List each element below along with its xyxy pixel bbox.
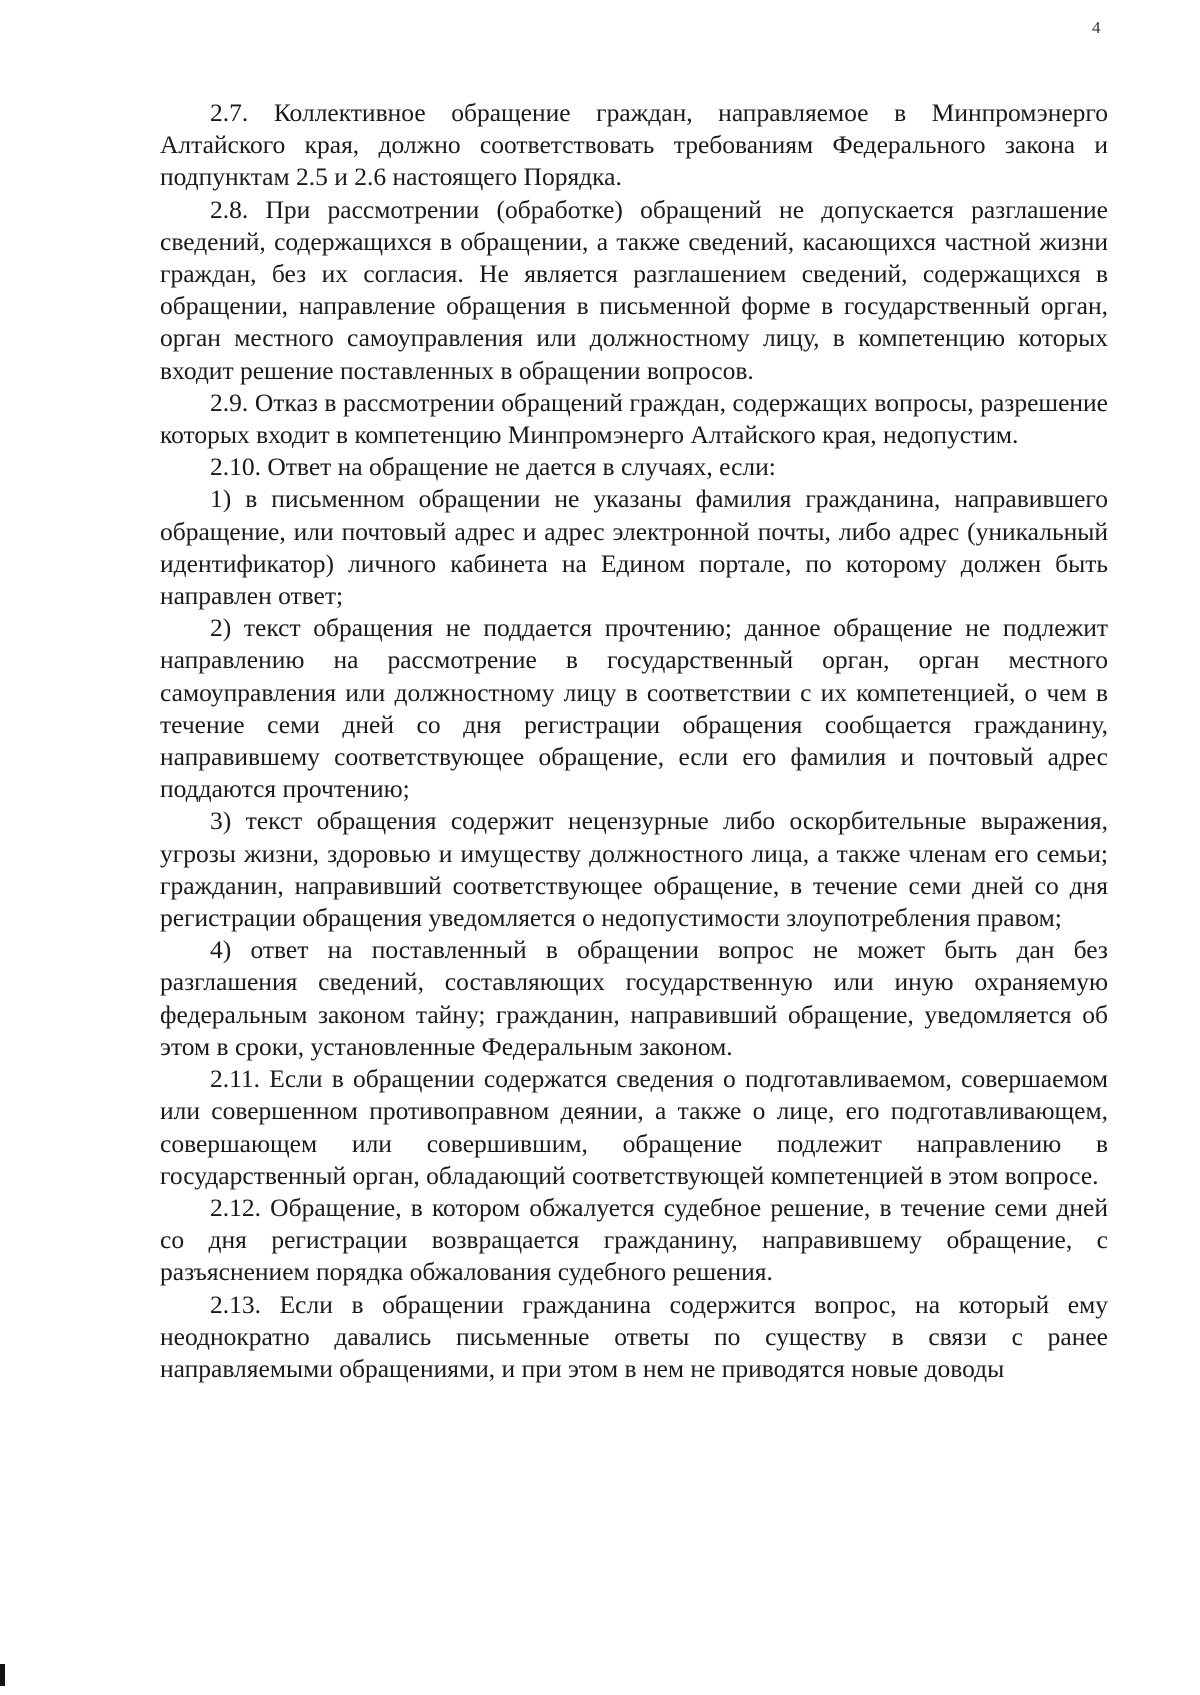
- paragraph-2-13: 2.13. Если в обращении гражданина содержится вопрос, на который ему неоднократно давались письменные ответы по существу в связи с ранее направляемыми обращениями, и при этом в нем не приводятся новые доводы: [160, 1289, 1108, 1383]
- document-body: [160, 97, 1108, 1385]
- paragraph-2-7: 2.7. Коллективное обращение граждан, направляемое в Минпромэнерго Алтайского края, должно соответствовать требованиям Федерального закона и подпунктам 2.5 и 2.6 настоящего Порядка.: [160, 98, 1108, 192]
- scan-edge-mark: [0, 1664, 5, 1686]
- paragraph-2-8: 2.8. При рассмотрении (обработке) обращений не допускается разглашение сведений, содержащихся в обращении, а также сведений, касающихся частной жизни граждан, без их согласия. Не является разглашением сведений, содержащихся в обращении, направление обращения в письменной форме в государственный орган, орган местного самоуправления или должностному лицу, в компетенцию которых входит решение поставленных в обращении вопросов.: [160, 194, 1108, 385]
- page-number: 4: [1092, 18, 1101, 37]
- list-item-2: 2) текст обращения не поддается прочтению; данное обращение не подлежит направлению на рассмотрение в государственный орган, орган местного самоуправления или должностному лицу в соответствии с их компетенцией, о чем в течение семи дней со дня регистрации обращения сообщается гражданину, направившему соответствующее обращение, если его фамилия и почтовый адрес поддаются прочтению;: [160, 613, 1108, 804]
- paragraph-2-10: 2.10. Ответ на обращение не дается в случаях, если:: [210, 452, 776, 482]
- list-item-4: 4) ответ на поставленный в обращении вопрос не может быть дан без разглашения сведений, составляющих государственную или иную охраняемую федеральным законом тайну; гражданин, направивший обращение, уведомляется об этом в сроки, установленные Федеральным законом.: [160, 935, 1108, 1061]
- list-item-1: 1) в письменном обращении не указаны фамилия гражданина, направившего обращение, или почтовый адрес и адрес электронной почты, либо адрес (уникальный идентификатор) личного кабинета на Едином портале, по которому должен быть направлен ответ;: [160, 484, 1108, 611]
- list-item-3: 3) текст обращения содержит нецензурные либо оскорбительные выражения, угрозы жизни, здоровью и имуществу должностного лица, а также членам его семьи; гражданин, направивший соответствующее обращение, в течение семи дней со дня регистрации обращения уведомляется о недопустимости злоупотребления правом;: [160, 806, 1108, 933]
- paragraph-2-9: 2.9. Отказ в рассмотрении обращений граждан, содержащих вопросы, разрешение которых входит в компетенцию Минпромэнерго Алтайского края, недопустим.: [160, 387, 1108, 450]
- paragraph-2-11: 2.11. Если в обращении содержатся сведения о подготавливаемом, совершаемом или совершенном противоправном деянии, а также о лице, его подготавливающем, совершающем или совершившим, обращение подлежит направлению в государственный орган, обладающий соответствующей компетенцией в этом вопросе.: [160, 1064, 1108, 1190]
- paragraph-2-12: 2.12. Обращение, в котором обжалуется судебное решение, в течение семи дней со дня регистрации возвращается гражданину, направившему обращение, с разъяснением порядка обжалования судебного решения.: [160, 1192, 1108, 1287]
